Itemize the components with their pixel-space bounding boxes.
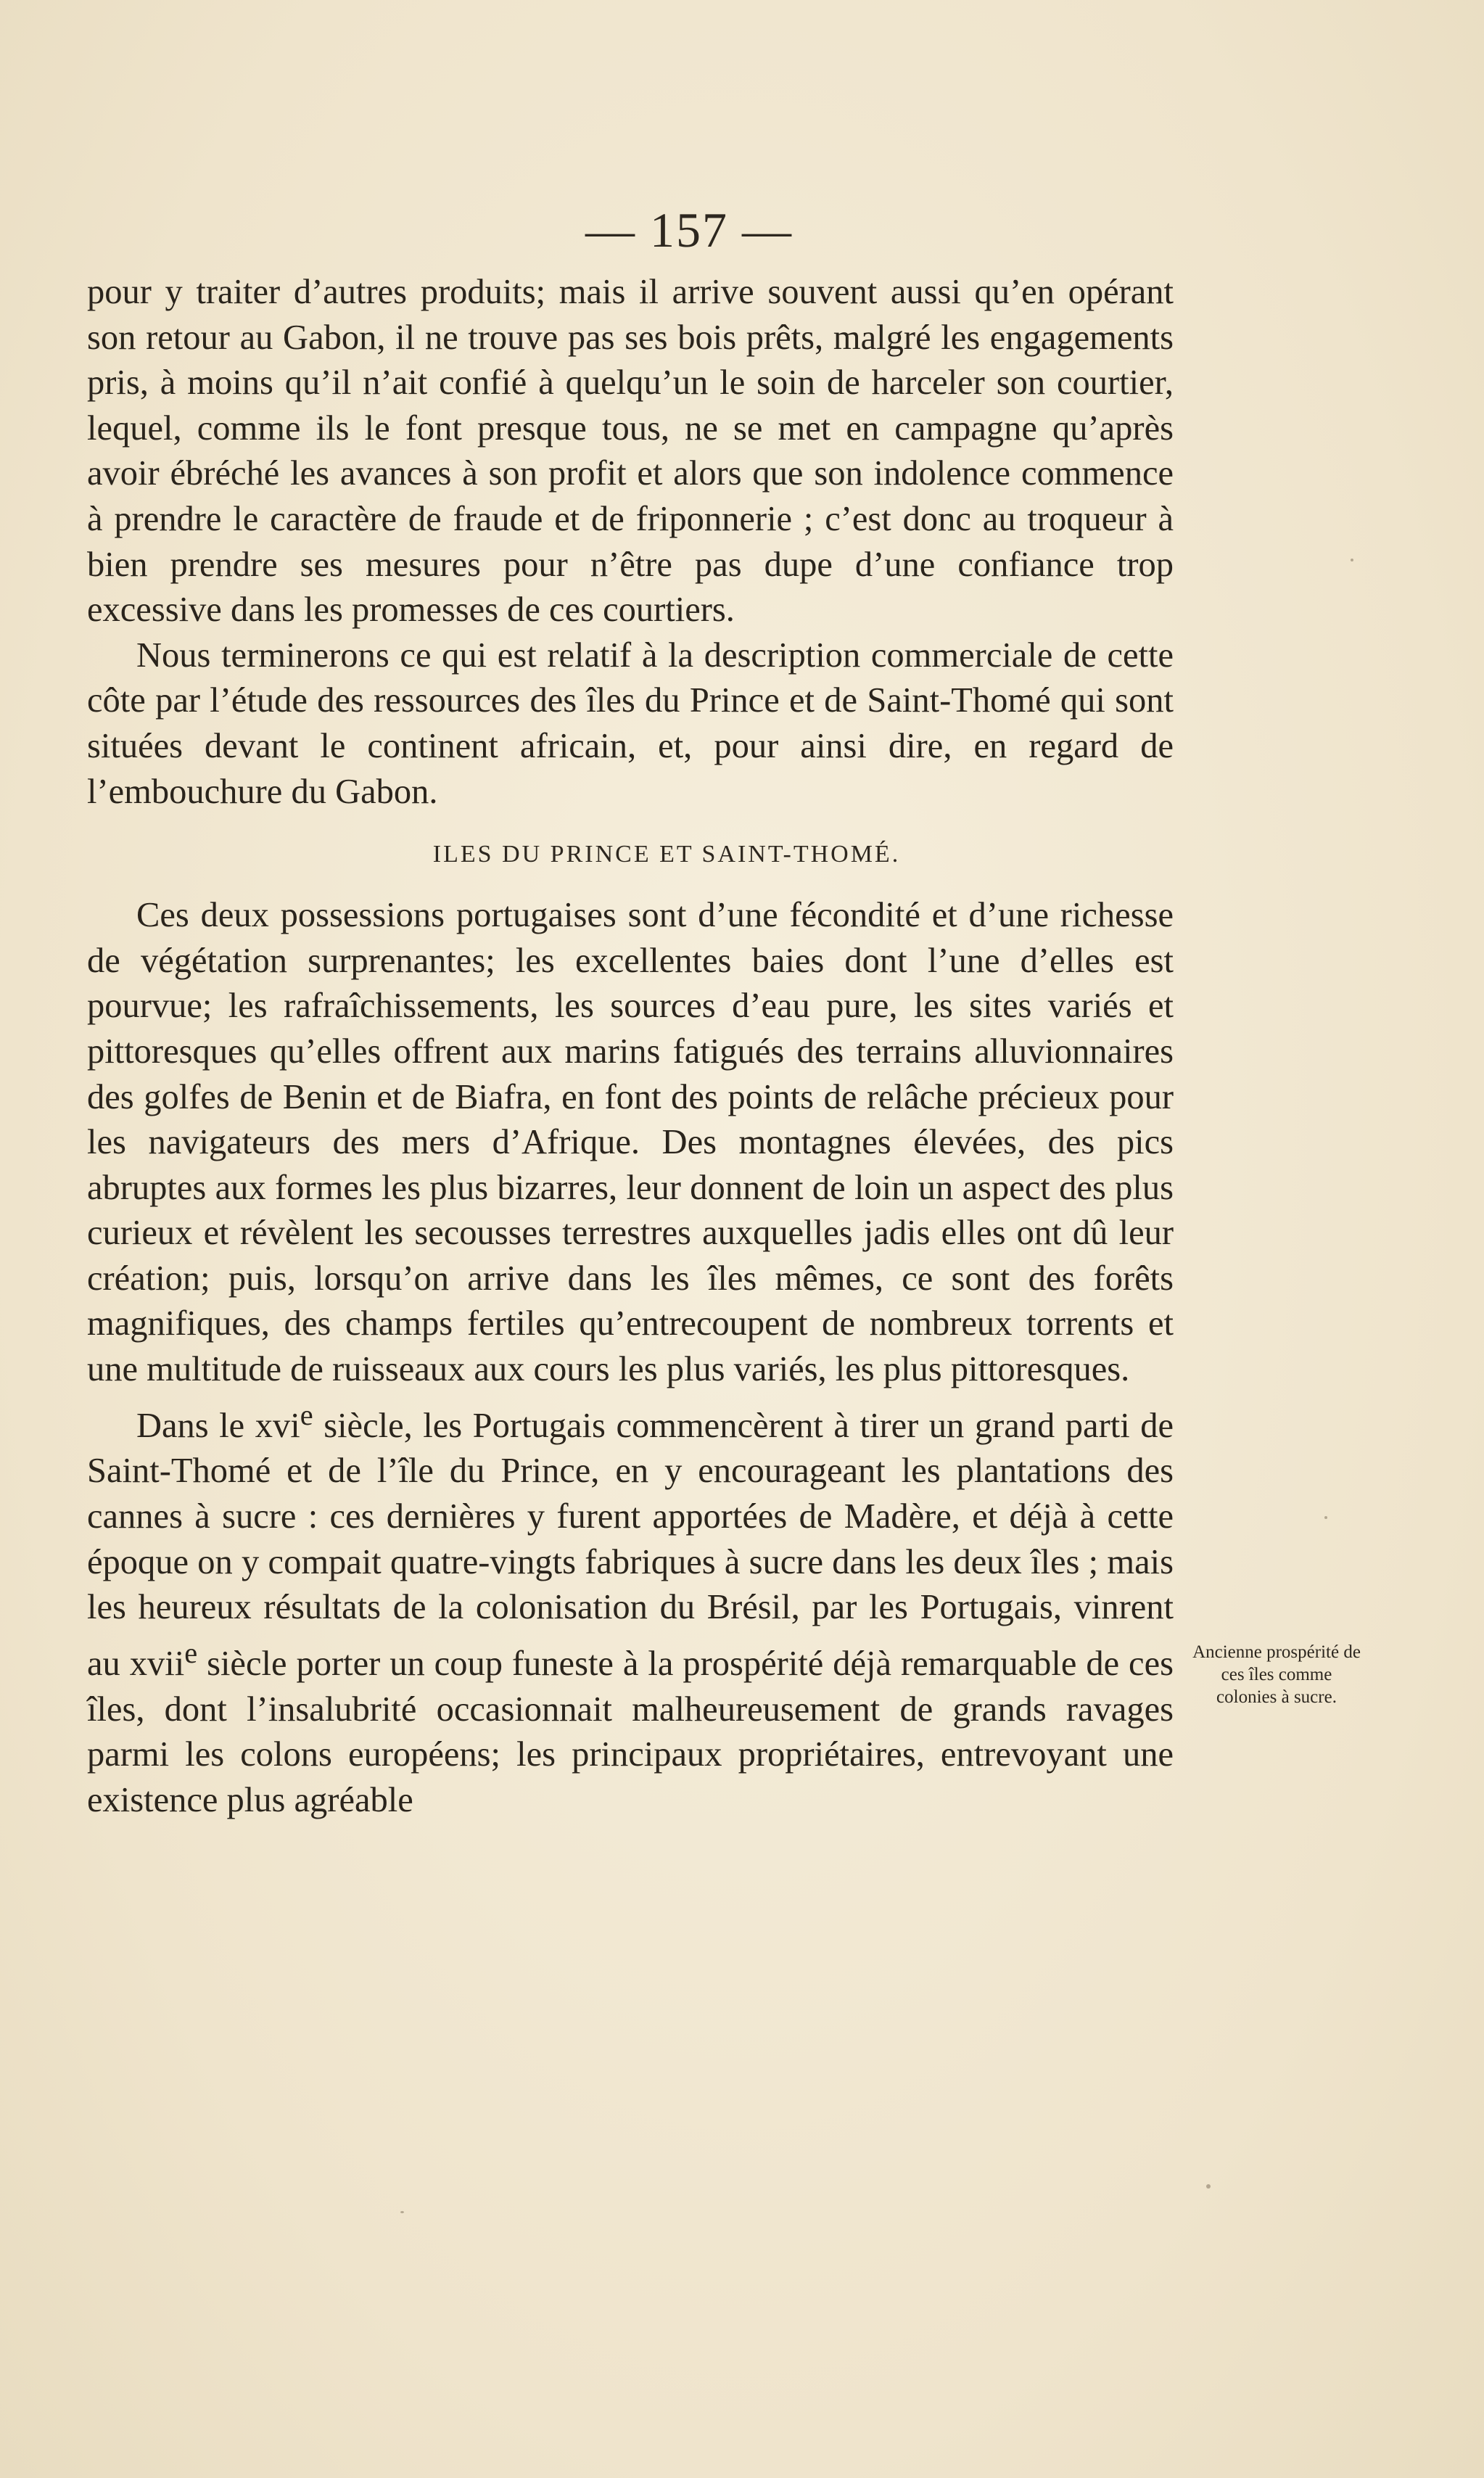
body-text — [87, 270, 1174, 1823]
paper-speck — [1206, 2184, 1211, 2189]
paper-speck — [1324, 1516, 1327, 1519]
paper-speck — [400, 2211, 404, 2213]
page-number: — 157 — — [585, 202, 793, 258]
paragraph-xvie-siecle: Dans le xvi$^e$ siècle, les Portugais commencèrent à tirer un grand parti de Saint-Thomé et de l’île du Prince, en y encourageant les plantations des cannes à sucre : ces dernières y furent apportées de Madère, et déjà à cette époque on y compait quatre-vingts fabriques à sucre dans les deux îles ; mais les heureux résultats de la colonisation du Brésil, par les Portugais, vinrent au xvii$^e$ siècle porter un coup funeste à la prospérité déjà remarquable de ces îles, dont l’insalubrité occasionnait malheureusement de grands ravages parmi les colons européens; les principaux propriétaires, entrevoyant une existence plus agréable — [87, 1398, 1174, 1819]
marginal-note: Ancienne prospérité de ces îles comme colonies à sucre. — [1192, 1642, 1361, 1707]
paragraph-description-commerciale: Nous terminerons ce qui est relatif à la description commerciale de cette côte par l’étude des ressources des îles du Prince et de Saint-Thomé qui sont situées devant le continent africain, et, pour ainsi dire, en regard de l’embouchure du Gabon. — [87, 635, 1174, 811]
paragraph-possessions-portugaises: Ces deux possessions portugaises sont d’une fécondité et d’une richesse de végétation surprenantes; les excellentes baies dont l’une d’elles est pourvue; les rafraîchissements, les sources d’eau pure, les sites variés et pittoresques qu’elles offrent aux marins fatigués des terrains alluvionnaires des golfes de Benin et de Biafra, en font des points de relâche précieux pour les navigateurs des mers d’Afrique. Des montagnes élevées, des pics abruptes aux formes les plus bizarres, leur donnent de loin un aspect des plus curieux et révèlent les secousses terrestres auxquelles jadis elles ont dû leur création; puis, lorsqu’on arrive dans les îles mêmes, ce sont des forêts magnifiques, des champs fertiles qu’entrecoupent de nombreux torrents et une multitude de ruisseaux aux cours les plus variés, les plus pittoresques. — [87, 896, 1174, 1389]
paragraph-courtiers: pour y traiter d’autres produits; mais il arrive souvent aussi qu’en opérant son retour au Gabon, il ne trouve pas ses bois prêts, malgré les engagements pris, à moins qu’il n’ait confié à quelqu’un le soin de harceler son courtier, lequel, comme ils le font presque tous, ne se met en campagne qu’après avoir ébréché les avances à son profit et alors que son indolence commence à prendre le caractère de fraude et de friponnerie ; c’est donc au troqueur à bien prendre ses mesures pour n’être pas dupe d’une confiance trop excessive dans les promesses de ces courtiers. — [87, 273, 1174, 630]
section-heading: ILES DU PRINCE ET SAINT-THOMÉ. — [432, 841, 901, 868]
paper-speck — [1351, 559, 1353, 561]
